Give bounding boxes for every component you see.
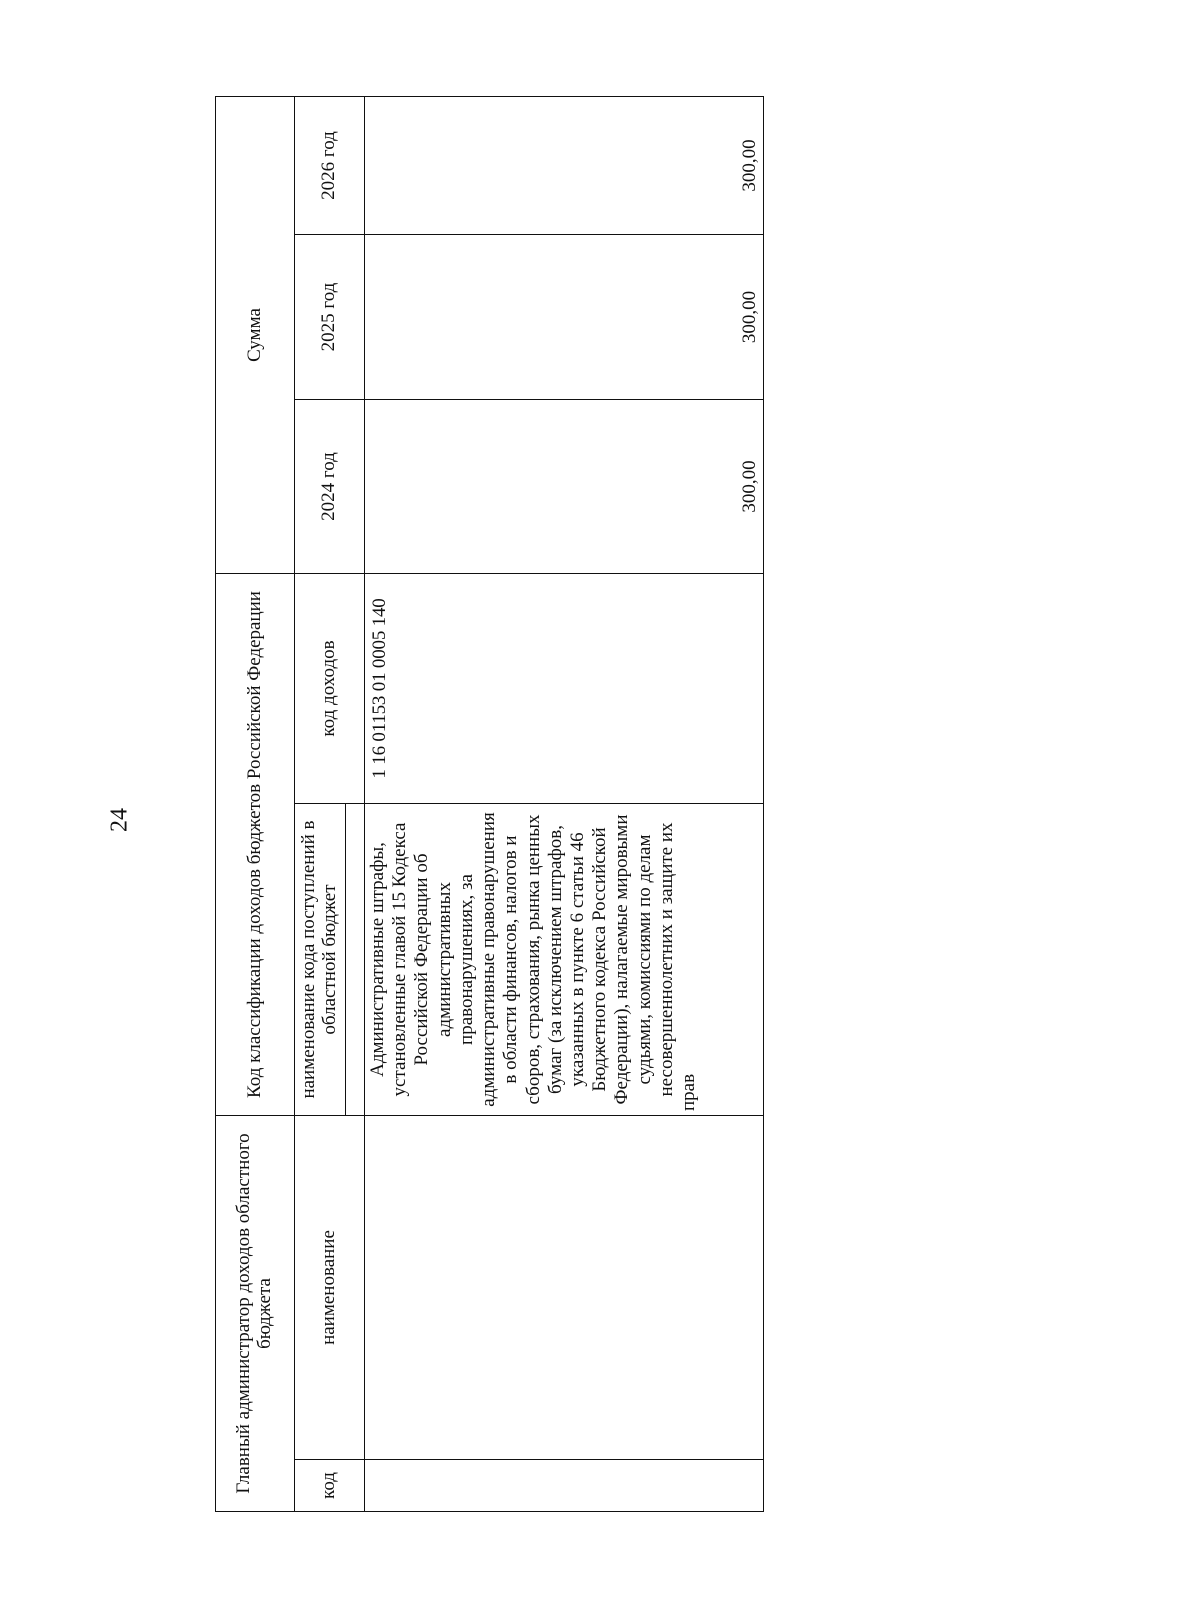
header-admin-code: код (295, 1460, 365, 1512)
header-sum: Сумма (216, 97, 295, 574)
header-income-code: код доходов (295, 574, 365, 804)
table-row (365, 97, 764, 1512)
header-income-name: наименование кода поступлений в областной бюджет (295, 804, 346, 1116)
header-year-2024: 2024 год (295, 400, 365, 574)
header-main-admin: Главный администратор доходов областного бюджета (216, 1116, 295, 1512)
header-year-2026: 2026 год (295, 97, 365, 235)
row-sum-2026: 300,00 (365, 97, 764, 235)
header-admin-name: наименование (295, 1116, 365, 1460)
header-classification-code: Код классификации доходов бюджетов Российской Федерации (216, 574, 295, 1116)
row-admin-code (365, 1460, 764, 1512)
row-sum-2024: 300,00 (365, 400, 764, 574)
row-sum-2025: 300,00 (365, 235, 764, 400)
row-income-code: 1 16 01153 01 0005 140 (365, 574, 764, 804)
budget-income-table (215, 96, 764, 1512)
budget-table-container (215, 97, 764, 1512)
page-number: 24 (106, 808, 133, 832)
header-year-2025: 2025 год (295, 235, 365, 400)
row-admin-name (365, 1116, 764, 1460)
header-income-name-spacer (346, 804, 365, 1116)
row-income-name: Административные штрафы, установленные главой 15 Кодекса Российской Федерации об административных правонарушениях, за административные правонарушения в области финансов, налогов и сборов, страхования, рынка ценных бумаг (за исключением штрафов, указанных в пункте 6 статьи 46 Бюджетного кодекса Российской Федерации), налагаемые мировыми судьями, комиссиями по делам несовершеннолетних и защите их прав (365, 804, 764, 1116)
